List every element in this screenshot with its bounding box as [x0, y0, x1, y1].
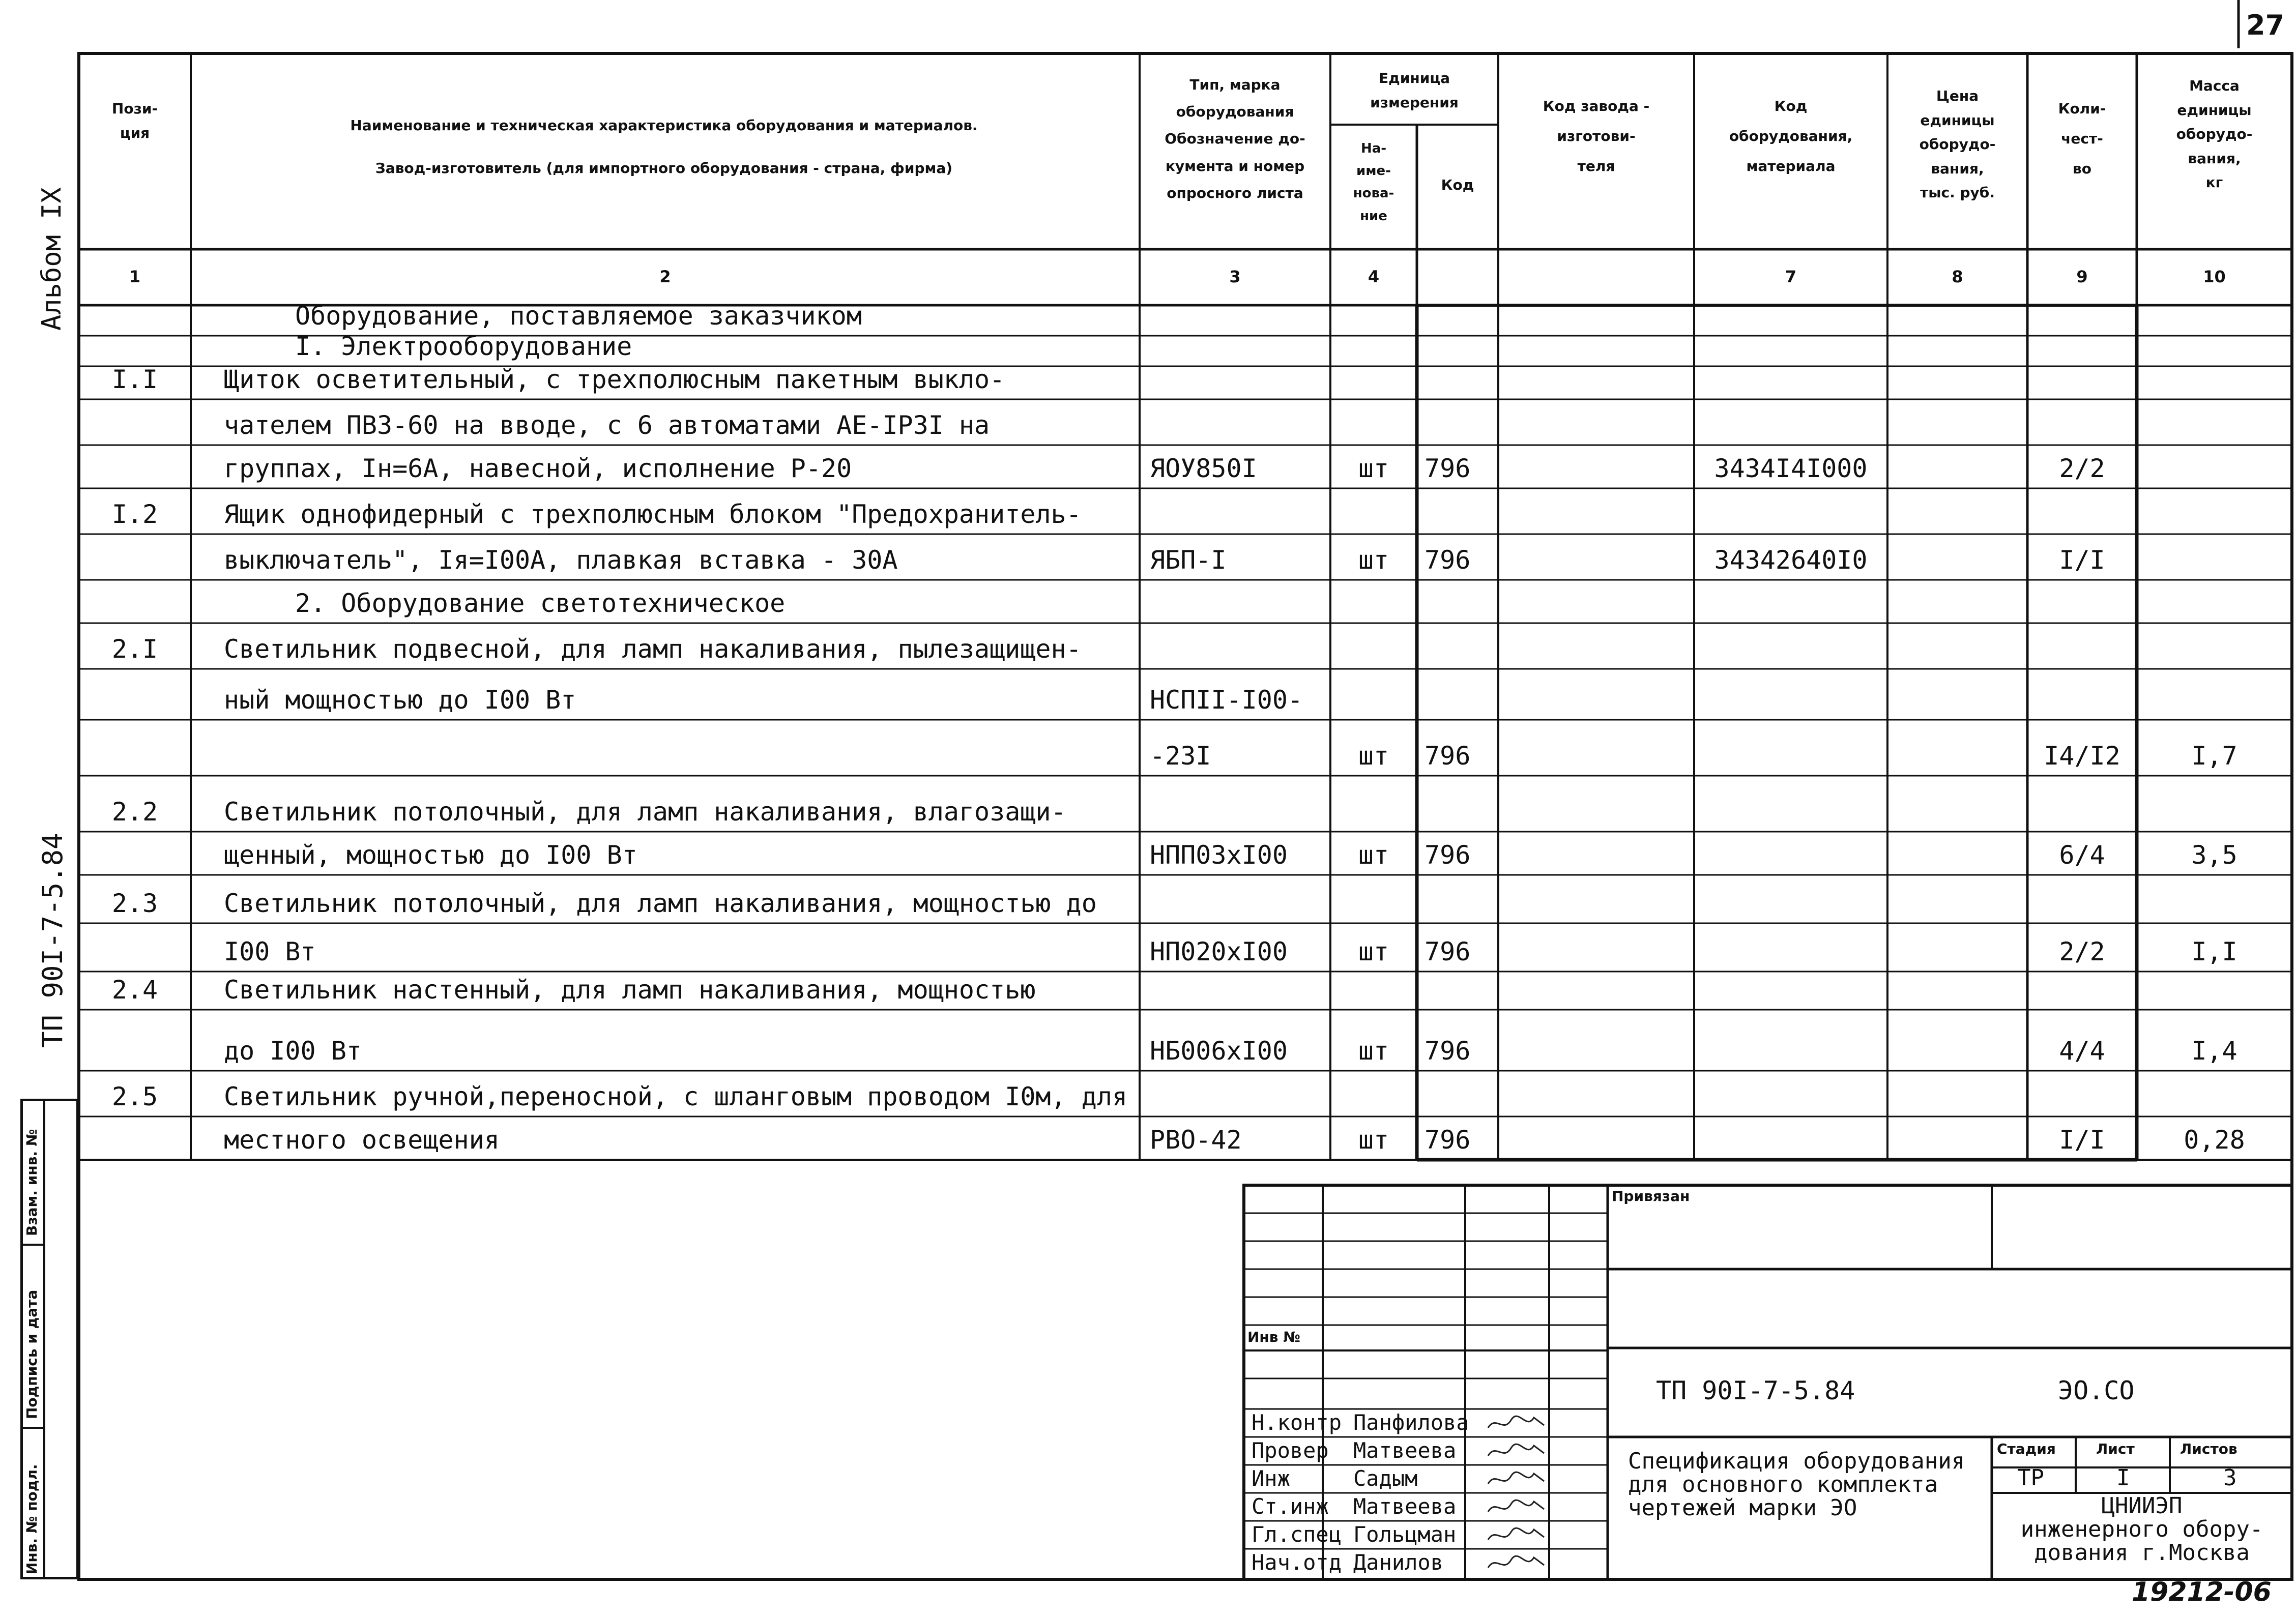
col-number: 2 [659, 267, 671, 286]
cell-name: 2. Оборудование светотехническое [295, 589, 786, 618]
cell-unit: шт [1358, 840, 1389, 870]
cell-qty: 4/4 [2059, 1036, 2105, 1066]
col-number: 10 [2203, 267, 2226, 286]
role-name: Матвеева [1353, 1438, 1457, 1463]
cell-name: Светильник потолочный, для ламп накаливания, влагозащи- [224, 797, 1066, 827]
cell-name: чателем ПВЗ-60 на вводе, с 6 автоматами АЕ-IРЗI на [224, 410, 990, 440]
sheet-label: Лист [2096, 1441, 2135, 1457]
header-unit-group: Единица измерения [1370, 70, 1459, 111]
cell-code: 796 [1425, 741, 1471, 771]
cell-qty: I/I [2059, 1125, 2105, 1155]
cell-pos: I.2 [111, 500, 158, 529]
role-label: Инж [1252, 1466, 1290, 1491]
role-name: Данилов [1353, 1550, 1444, 1575]
cell-name: I00 Вт [224, 937, 316, 966]
role-name: Панфилова [1353, 1410, 1469, 1435]
cell-pos: 2.3 [111, 889, 158, 918]
col-number: 4 [1368, 267, 1380, 286]
signature-icon [1486, 1524, 1547, 1547]
cell-code: 796 [1425, 454, 1471, 483]
stamp-inv-podl: Инв. № подл. [23, 1464, 40, 1574]
cell-type: НСПII-I00- [1150, 685, 1303, 715]
cell-name: группах, Iн=6А, навесной, исполнение Р-20 [224, 454, 852, 483]
role-label: Нач.отд [1252, 1550, 1342, 1575]
cell-name: выключатель", Iя=I00А, плавкая вставка - 30А [224, 545, 898, 575]
cell-code: 796 [1425, 545, 1471, 575]
stamp-replace-inv: Взам. инв. № [23, 1129, 40, 1236]
role-name: Садым [1353, 1466, 1418, 1491]
role-label: Ст.инж [1252, 1494, 1329, 1519]
header-name: Наименование и техническая характеристика оборудования и материалов. Завод-изготовитель (для импортного оборудования - страна, фирма) [350, 117, 978, 177]
stage-value: ТР [2017, 1465, 2044, 1491]
col-number: 1 [129, 267, 141, 286]
cell-eq-code: 3434I4I000 [1714, 454, 1868, 483]
cell-mass: 0,28 [2184, 1125, 2245, 1155]
cell-unit: шт [1358, 454, 1389, 483]
cell-pos: 2.4 [111, 975, 158, 1005]
archive-number: 19212-06 [2132, 1577, 2272, 1607]
header-unit-name: На- име- нова- ние [1353, 141, 1394, 224]
cell-mass: I,I [2191, 937, 2237, 966]
cell-name: Щиток осветительный, с трехполюсным пакетным выкло- [224, 365, 1005, 394]
header-type: Тип, марка оборудования Обозначение до- кумента и номер опросного листа [1165, 76, 1305, 201]
cell-qty: 2/2 [2059, 937, 2105, 966]
header-position: Пози- ция [111, 100, 158, 141]
cell-mass: I,7 [2191, 741, 2237, 771]
cell-type: -23I [1150, 741, 1211, 771]
cell-type: НП020хI00 [1150, 937, 1288, 966]
role-name: Гольцман [1353, 1522, 1457, 1547]
cell-code: 796 [1425, 1036, 1471, 1066]
cell-pos: I.I [111, 365, 158, 394]
stamp-signature-date: Подпись и дата [23, 1289, 40, 1419]
cell-eq-code: 34342640I0 [1714, 545, 1868, 575]
col-number: 9 [2076, 267, 2088, 286]
role-name: Матвеева [1353, 1494, 1457, 1519]
cell-name: I. Электрооборудование [295, 332, 632, 361]
cell-mass: 3,5 [2191, 840, 2237, 870]
cell-unit: шт [1358, 937, 1389, 966]
sheets-label: Листов [2180, 1441, 2237, 1457]
cell-type: ЯОУ850I [1150, 454, 1257, 483]
sheet-value: I [2116, 1465, 2130, 1491]
header-unit-code: Код [1441, 177, 1474, 193]
cell-name: местного освещения [224, 1125, 500, 1155]
organization: ЦНИИЭП инженерного обору- дования г.Москва [2020, 1493, 2263, 1566]
cell-type: ЯБП-I [1150, 545, 1227, 575]
header-plant-code: Код завода - изготови- теля [1543, 98, 1650, 174]
cell-type: НБ006хI00 [1150, 1036, 1288, 1066]
signature-icon [1486, 1441, 1547, 1463]
cell-unit: шт [1358, 741, 1389, 771]
sheets-value: 3 [2223, 1465, 2237, 1491]
signature-icon [1486, 1413, 1547, 1435]
cell-unit: шт [1358, 545, 1389, 575]
signature-icon [1486, 1552, 1547, 1575]
header-equipment-code: Код оборудования, материала [1729, 98, 1853, 174]
stage-label: Стадия [1997, 1441, 2056, 1457]
role-label: Провер [1252, 1438, 1329, 1463]
document-title: Спецификация оборудования для основного комплекта чертежей марки ЭО [1628, 1448, 1965, 1521]
cell-unit: шт [1358, 1125, 1389, 1155]
cell-unit: шт [1358, 1036, 1389, 1066]
signature-icon [1486, 1496, 1547, 1519]
cell-name: Ящик однофидерный с трехполюсным блоком "Предохранитель- [224, 500, 1082, 529]
cell-name: щенный, мощностью до I00 Вт [224, 840, 637, 870]
cell-name: Светильник настенный, для ламп накаливания, мощностью [224, 975, 1036, 1005]
cell-qty: I/I [2059, 545, 2105, 575]
cell-qty: I4/I2 [2044, 741, 2120, 771]
header-price: Цена единицы оборудо- вания, тыс. руб. [1919, 87, 1996, 201]
cell-code: 796 [1425, 840, 1471, 870]
cell-name: Светильник ручной,переносной, с шланговым проводом I0м, для [224, 1082, 1128, 1111]
col-number: 8 [1952, 267, 1963, 286]
cell-type: НПП03хI00 [1150, 840, 1288, 870]
role-label: Н.контр [1252, 1410, 1342, 1435]
inv-no-label: Инв № [1247, 1329, 1300, 1345]
cell-pos: 2.5 [111, 1082, 158, 1111]
cell-pos: 2.I [111, 634, 158, 664]
col-number: 7 [1785, 267, 1797, 286]
cell-qty: 2/2 [2059, 454, 2105, 483]
cell-pos: 2.2 [111, 797, 158, 827]
doc-mark: ЭО.СО [2058, 1376, 2135, 1405]
album-label: Альбом IX [37, 187, 67, 331]
cell-qty: 6/4 [2059, 840, 2105, 870]
header-mass: Масса единицы оборудо- вания, кг [2176, 77, 2253, 191]
cell-code: 796 [1425, 1125, 1471, 1155]
project-code-vertical: ТП 90I-7-5.84 [37, 833, 69, 1048]
cell-type: РВО-42 [1150, 1125, 1242, 1155]
cell-code: 796 [1425, 937, 1471, 966]
page-number: 27 [2246, 9, 2285, 41]
col-number: 3 [1229, 267, 1241, 286]
doc-code: ТП 90I-7-5.84 [1656, 1376, 1855, 1405]
cell-name: до I00 Вт [224, 1036, 362, 1066]
cell-name: ный мощностью до I00 Вт [224, 685, 576, 715]
cell-name: Оборудование, поставляемое заказчиком [295, 301, 862, 331]
header-quantity: Коли- чест- во [2058, 100, 2106, 177]
role-label: Гл.спец [1252, 1522, 1342, 1547]
signature-icon [1486, 1468, 1547, 1491]
cell-name: Светильник подвесной, для ламп накаливания, пылезащищен- [224, 634, 1082, 664]
privyazan-label: Привязан [1612, 1188, 1690, 1204]
cell-mass: I,4 [2191, 1036, 2237, 1066]
cell-name: Светильник потолочный, для ламп накаливания, мощностью до [224, 889, 1097, 918]
